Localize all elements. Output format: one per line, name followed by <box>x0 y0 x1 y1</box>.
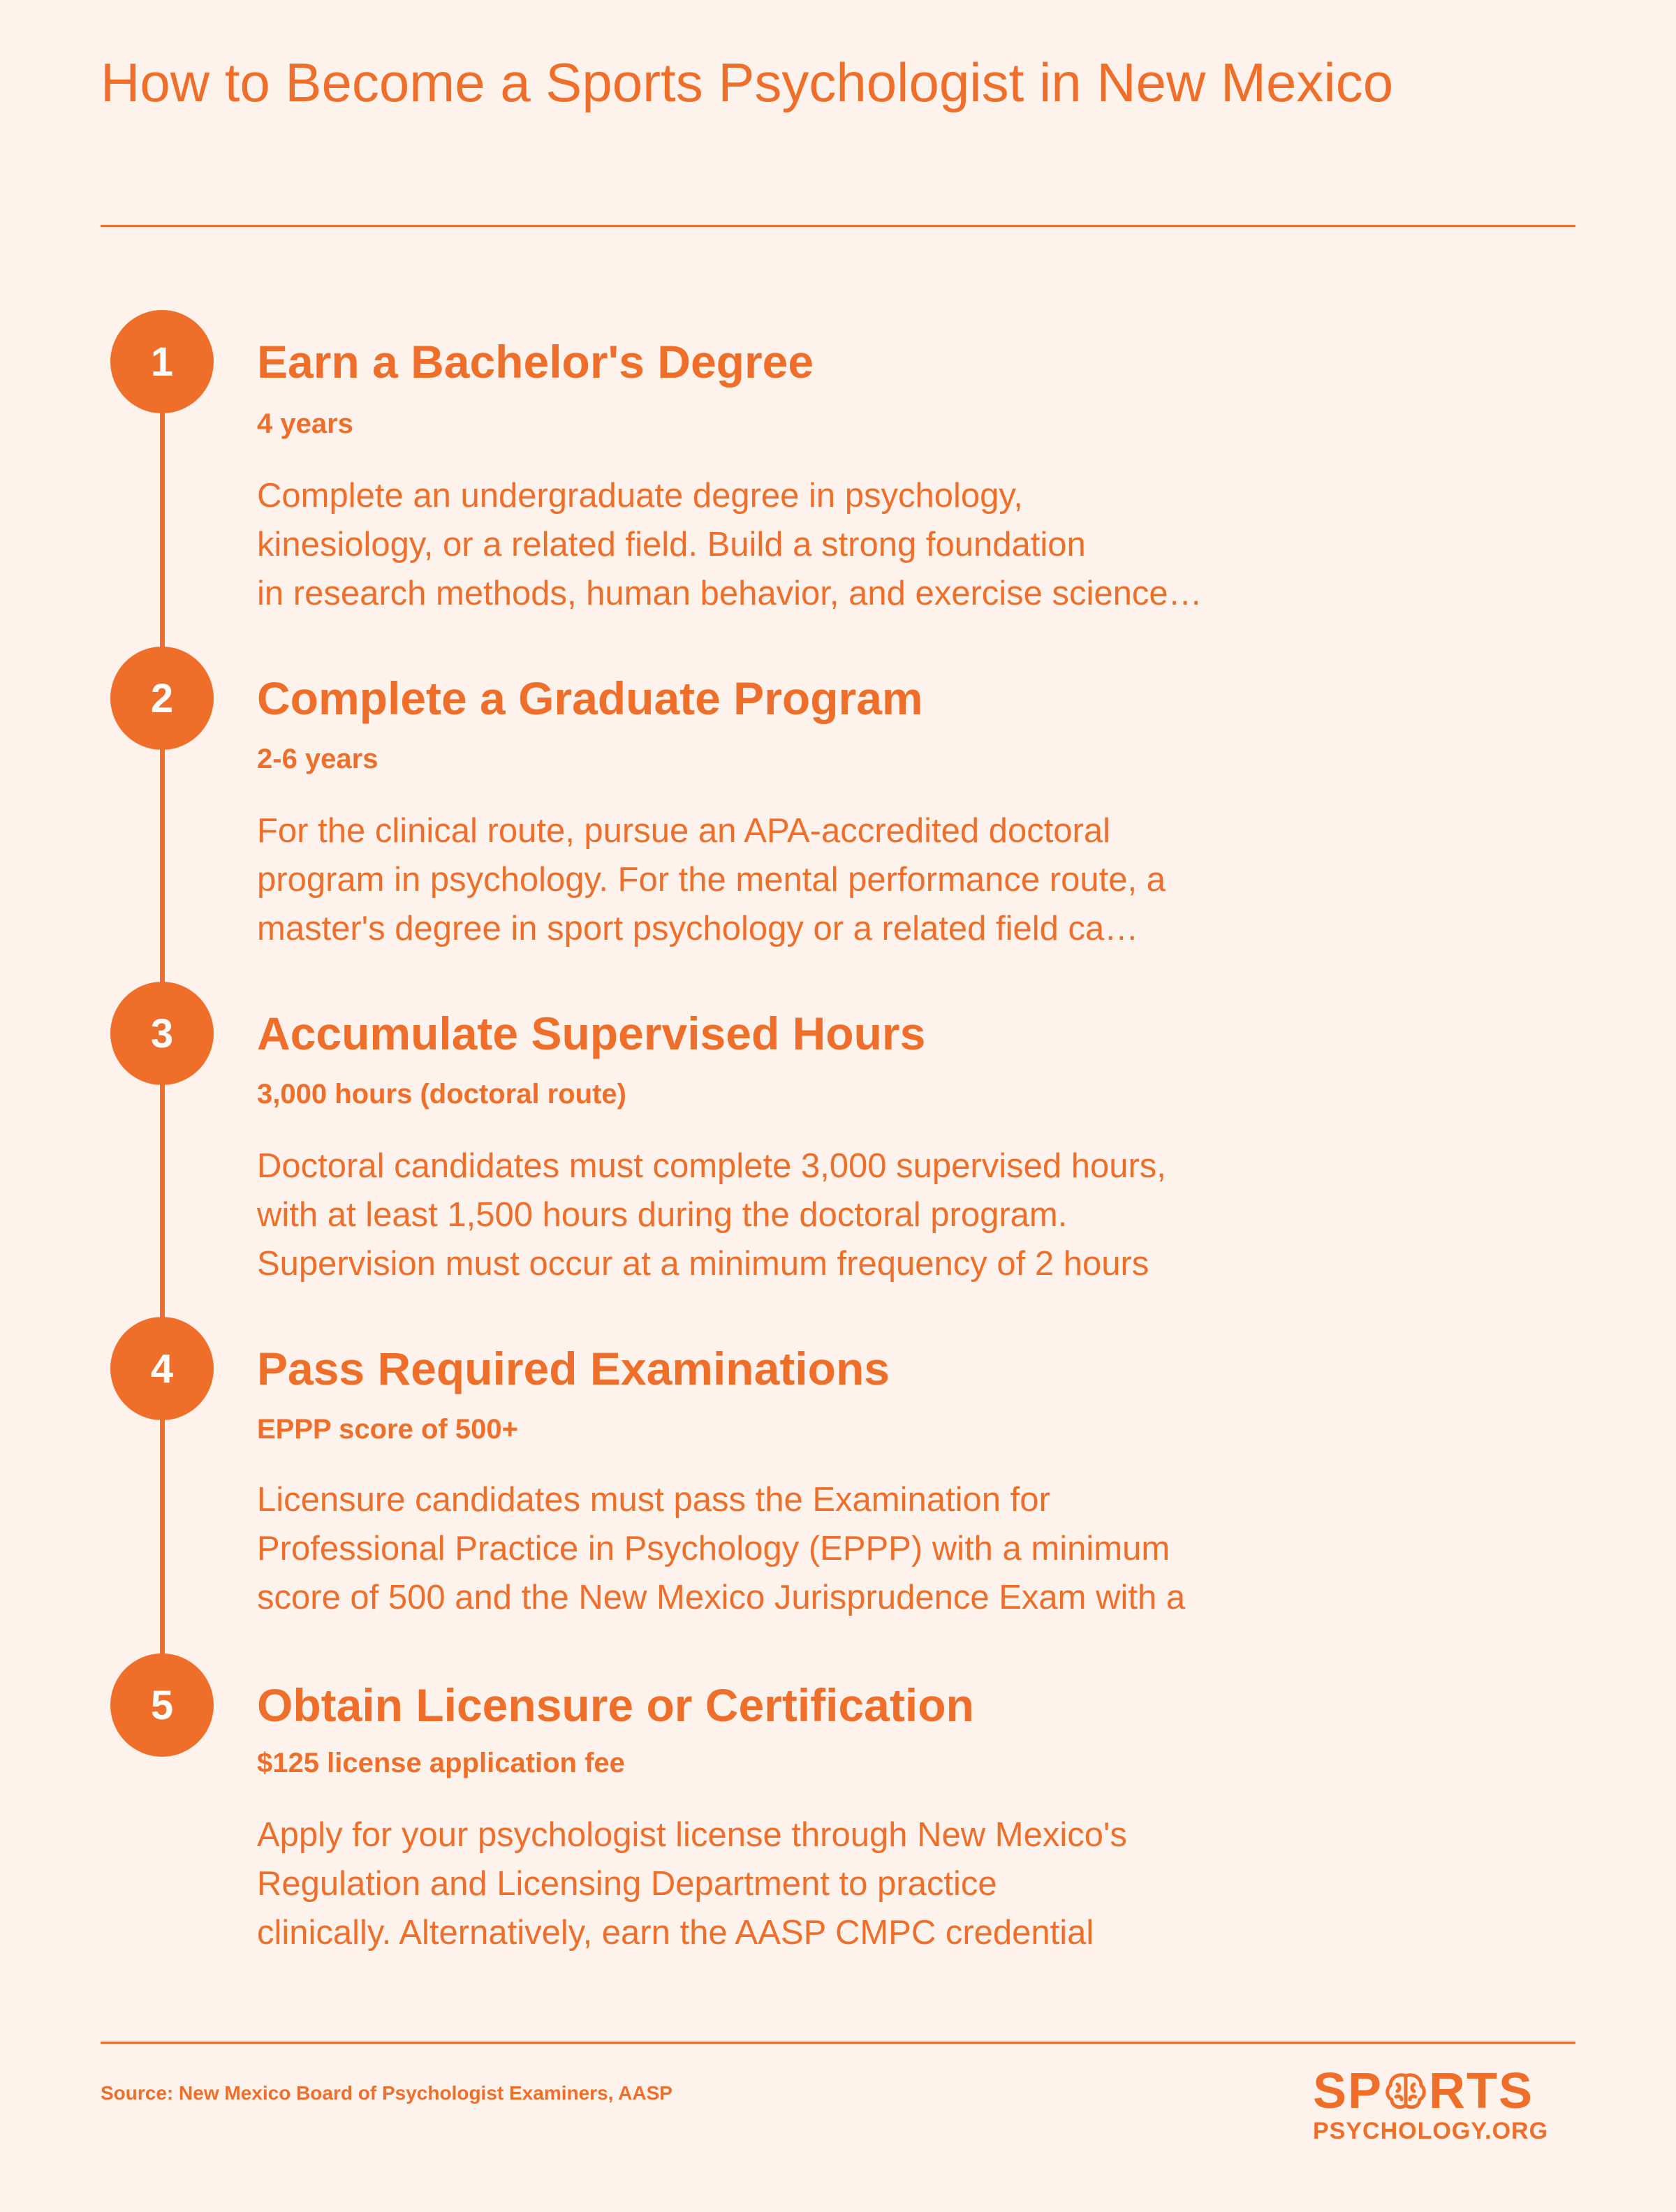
logo-wordmark <box>1313 2065 1564 2117</box>
step-description-line: with at least 1,500 hours during the doctoral program. <box>257 1196 1068 1234</box>
step-description-line: Professional Practice in Psychology (EPPP) with a minimum <box>257 1530 1170 1568</box>
header-divider <box>101 225 1575 227</box>
step-description-line: Licensure candidates must pass the Examination for <box>257 1481 1050 1519</box>
footer-divider <box>101 2042 1575 2044</box>
step-title: Earn a Bachelor's Degree <box>257 336 814 388</box>
step-number-badge: 5 <box>110 1653 214 1757</box>
logo-subtext: PSYCHOLOGY.ORG <box>1313 2118 1549 2144</box>
step-title: Pass Required Examinations <box>257 1343 890 1394</box>
step-description-line: clinically. Alternatively, earn the AASP CMPC credential <box>257 1914 1094 1952</box>
step-description-line: program in psychology. For the mental performance route, a <box>257 861 1166 899</box>
step-title: Accumulate Supervised Hours <box>257 1008 926 1059</box>
step-duration: 2-6 years <box>257 744 378 774</box>
step-title: Obtain Licensure or Certification <box>257 1679 974 1731</box>
step-description-line: master's degree in sport psychology or a related field ca… <box>257 910 1139 948</box>
step-description-line: Regulation and Licensing Department to practice <box>257 1865 997 1903</box>
logo-text-right: RTS <box>1429 2063 1534 2119</box>
step-title: Complete a Graduate Program <box>257 672 923 724</box>
step-number-badge: 4 <box>110 1317 214 1420</box>
step-description-line: kinesiology, or a related field. Build a strong foundation <box>257 526 1086 563</box>
step-description-line: Complete an undergraduate degree in psychology, <box>257 477 1023 515</box>
step-description-line: score of 500 and the New Mexico Jurisprudence Exam with a <box>257 1579 1186 1616</box>
step-number-badge: 3 <box>110 982 214 1085</box>
step-duration: EPPP score of 500+ <box>257 1414 518 1445</box>
step-duration: 4 years <box>257 408 353 439</box>
step-duration: 3,000 hours (doctoral route) <box>257 1079 626 1109</box>
step-description-line: For the clinical route, pursue an APA-accredited doctoral <box>257 812 1111 850</box>
page-title: How to Become a Sports Psychologist in New Mexico <box>101 52 1394 113</box>
step-description-line: Doctoral candidates must complete 3,000 supervised hours, <box>257 1147 1166 1185</box>
step-number-badge: 1 <box>110 310 214 413</box>
step-number-badge: 2 <box>110 647 214 750</box>
logo-text-left: SP <box>1313 2063 1383 2119</box>
brain-icon <box>1383 2069 1428 2114</box>
step-description-line: in research methods, human behavior, and exercise science… <box>257 575 1203 612</box>
step-description-line: Apply for your psychologist license through New Mexico's <box>257 1816 1127 1854</box>
step-duration: $125 license application fee <box>257 1748 625 1778</box>
source-note: Source: New Mexico Board of Psychologist Examiners, AASP <box>101 2082 672 2104</box>
sports-psychology-logo <box>1313 2065 1564 2149</box>
step-description-line: Supervision must occur at a minimum frequency of 2 hours <box>257 1245 1149 1283</box>
